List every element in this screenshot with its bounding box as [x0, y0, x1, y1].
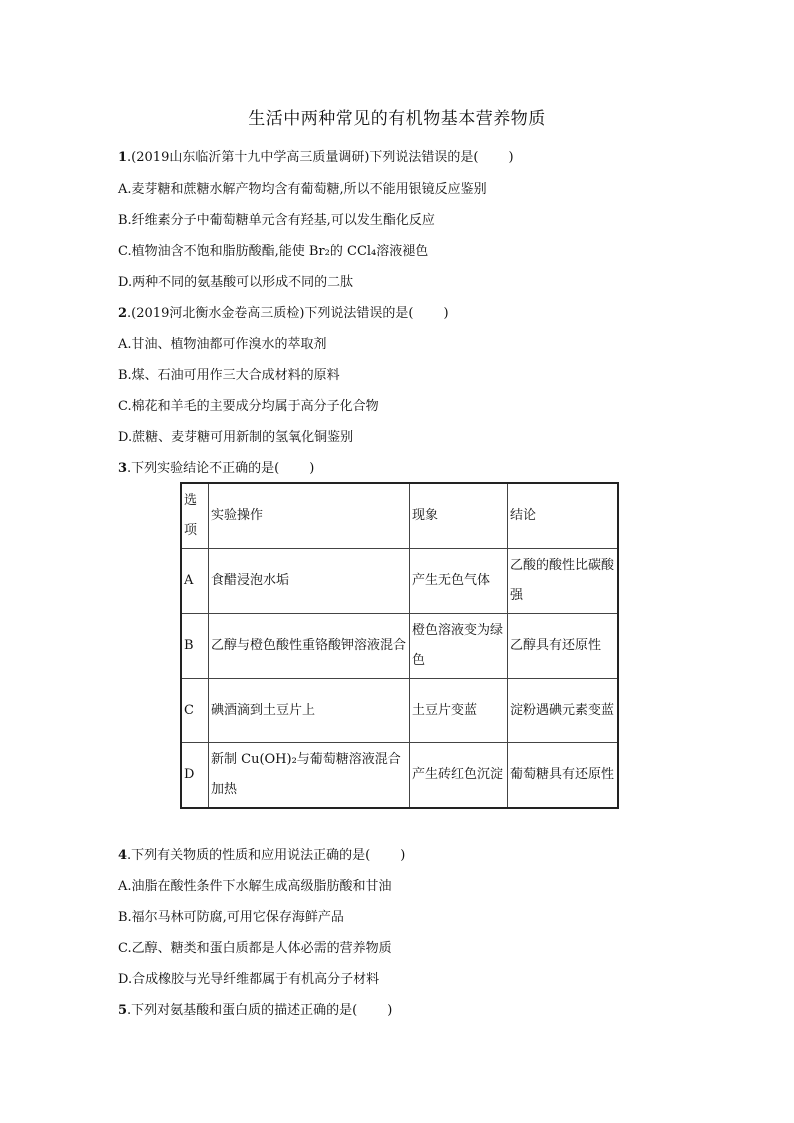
table-row: [181, 614, 618, 679]
question-2-option-b: B.煤、石油可用作三大合成材料的原料: [118, 368, 340, 383]
table-cell: 食醋浸泡水垢: [209, 549, 410, 614]
table-cell: 土豆片变蓝: [410, 679, 508, 743]
question-number: 3: [118, 461, 128, 476]
table-row: [181, 549, 618, 614]
question-1-option-d: D.两种不同的氨基酸可以形成不同的二肽: [118, 275, 354, 290]
table-header-row: [181, 483, 618, 549]
table-row: [181, 743, 618, 809]
page-title: 生活中两种常见的有机物基本营养物质: [248, 109, 546, 129]
table-cell: D: [181, 743, 209, 809]
table-cell: 橙色溶液变为绿色: [410, 614, 508, 679]
question-5-stem: 5.下列对氨基酸和蛋白质的描述正确的是( ): [118, 1003, 393, 1018]
table-header-cell: 选项: [181, 483, 209, 549]
table-cell: 葡萄糖具有还原性: [508, 743, 619, 809]
table-cell: 碘酒滴到土豆片上: [209, 679, 410, 743]
question-number: 2: [118, 306, 128, 321]
table-header-cell: 实验操作: [209, 483, 410, 549]
table-cell: A: [181, 549, 209, 614]
question-number: 5: [118, 1003, 128, 1018]
question-4-option-d: D.合成橡胶与光导纤维都属于有机高分子材料: [118, 972, 380, 987]
question-3-stem: 3.下列实验结论不正确的是( ): [118, 461, 315, 476]
table-header-cell: 结论: [508, 483, 619, 549]
table-cell: C: [181, 679, 209, 743]
question-4-option-c: C.乙醇、糖类和蛋白质都是人体必需的营养物质: [118, 941, 392, 956]
question-4-option-b: B.福尔马林可防腐,可用它保存海鲜产品: [118, 910, 344, 925]
table-cell: 乙酸的酸性比碳酸强: [508, 549, 619, 614]
table-cell: 产生无色气体: [410, 549, 508, 614]
question-4-option-a: A.油脂在酸性条件下水解生成高级脂肪酸和甘油: [118, 879, 392, 894]
question-2-option-d: D.蔗糖、麦芽糖可用新制的氢氧化铜鉴别: [118, 430, 354, 445]
table-cell: 乙醇具有还原性: [508, 614, 619, 679]
question-2-option-a: A.甘油、植物油都可作溴水的萃取剂: [118, 337, 327, 352]
question-1-stem: 1.(2019山东临沂第十九中学高三质量调研)下列说法错误的是( ): [118, 150, 514, 165]
table-cell: 乙醇与橙色酸性重铬酸钾溶液混合: [209, 614, 410, 679]
question-number: 1: [118, 150, 128, 165]
question-1-option-a: A.麦芽糖和蔗糖水解产物均含有葡萄糖,所以不能用银镜反应鉴别: [118, 182, 487, 197]
question-2-option-c: C.棉花和羊毛的主要成分均属于高分子化合物: [118, 399, 379, 414]
question-number: 4: [118, 848, 128, 863]
table-cell: 新制 Cu(OH)₂与葡萄糖溶液混合加热: [209, 743, 410, 809]
question-1-option-c: C.植物油含不饱和脂肪酸酯,能使 Br₂的 CCl₄溶液褪色: [118, 244, 429, 259]
table-cell: B: [181, 614, 209, 679]
experiment-table: [180, 482, 619, 809]
table-row: [181, 679, 618, 743]
question-2-stem: 2.(2019河北衡水金卷高三质检)下列说法错误的是( ): [118, 306, 449, 321]
table-cell: 产生砖红色沉淀: [410, 743, 508, 809]
question-1-option-b: B.纤维素分子中葡萄糖单元含有羟基,可以发生酯化反应: [118, 213, 435, 228]
table-cell: 淀粉遇碘元素变蓝: [508, 679, 619, 743]
question-4-stem: 4.下列有关物质的性质和应用说法正确的是( ): [118, 848, 406, 863]
table-header-cell: 现象: [410, 483, 508, 549]
